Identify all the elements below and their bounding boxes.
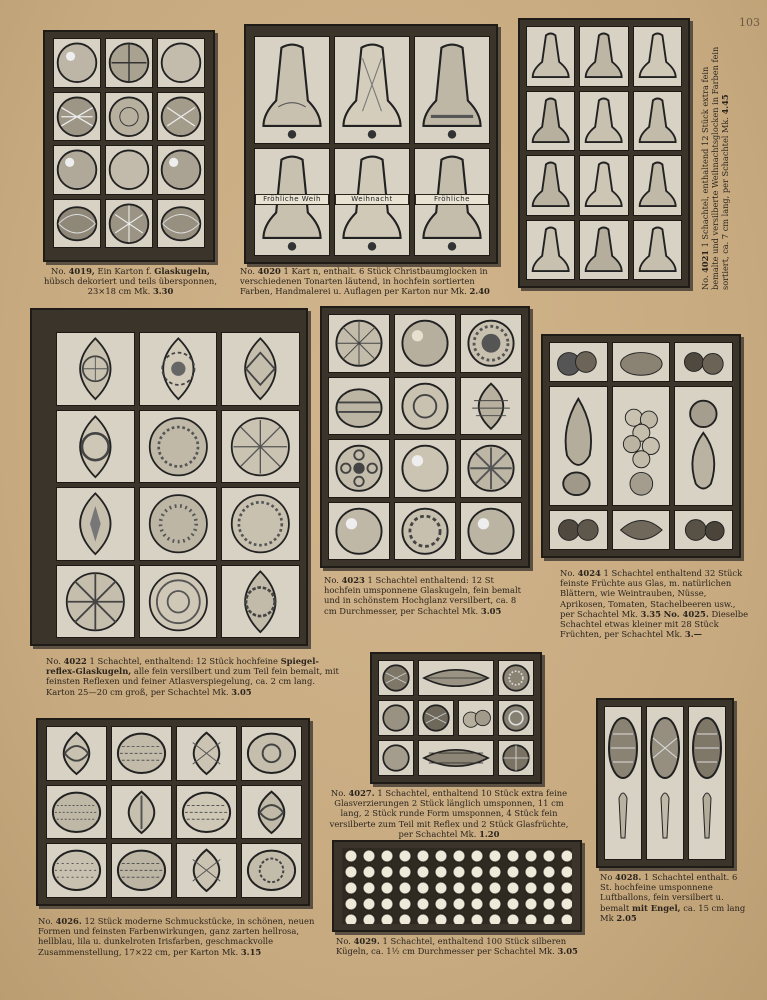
- silver-beads-pattern: [342, 848, 572, 924]
- product-4020-image: [244, 24, 498, 264]
- product-4021-caption: No. 4021 1 Schachtel, enthaltend 12 Stück extra fein bemalte und versilberte Weihnachtsglocken in Farben fein sortiert, ca. 7 cm lang, per Schachtel Mk. 4.45: [700, 46, 730, 290]
- product-4028-image: [596, 698, 734, 868]
- product-4024-caption: No. 4024 1 Schachtel enthaltend 32 Stück feinste Früchte aus Glas, m. natürlichen Blättern, wie Weintrauben, Nüsse, Aprikosen, Tomaten, Stachelbeeren usw., per Schachtel Mk. 3.35 No. 4025. Dieselbe Schachtel etwas kleiner mit 28 Stück Früchten, per Schachtel Mk. 3.—: [560, 568, 749, 640]
- product-4022-caption: No. 4022 1 Schachtel, enthaltend: 12 Stück hochfeine Spiegel-reflex-Glaskugeln, alle fein versilbert und zum Teil fein bemalt, mit feinsten Reflexen und feiner Atlasverspiegelung, ca. 2 cm lang. Karton 25—20 cm groß, per Schachtel Mk. 3.05: [46, 656, 339, 697]
- product-4027-caption: No. 4027. 1 Schachtel, enthaltend 10 Stück extra feine Glasverzierungen 2 Stück länglich umsponnen, 11 cm lang, 2 Stück runde Form umsponnen, 4 Stück fein versilberte zum Teil mit Reflex und 2 Stück Glasfrüchte, per Schachtel Mk. 1.20: [329, 788, 569, 839]
- bell-banner-1: Fröhliche Weih: [255, 194, 329, 205]
- bell-banner-3: Fröhliche: [415, 194, 489, 205]
- page-number: 103: [739, 16, 760, 29]
- product-4021-image: [518, 18, 690, 288]
- product-4019-image: [43, 30, 215, 262]
- product-4023-caption: No. 4023 1 Schachtel enthaltend: 12 St hochfein umsponnene Glaskugeln, fein bemalt und in schönstem Hochglanz versilbert, ca. 8 cm Durchmesser, per Schachtel Mk. 3.05: [324, 575, 522, 616]
- product-4022-image: [30, 308, 308, 646]
- product-4020-caption: No. 4020 1 Kart n, enthalt. 6 Stück Christbaumglocken in verschiedenen Tonarten läutend, in hochfein sortierten Farben, Handmalerei u. Auflagen per Karton nur Mk. 2.40: [240, 266, 490, 297]
- product-4028-caption: No 4028. 1 Schachtel enthalt. 6 St. hochfeine umsponnene Luftballons, fein versilbert u. bemalt mit Engel, ca. 15 cm lang Mk 2.05: [600, 872, 746, 923]
- product-4019-caption: No. 4019, Ein Karton f. Glaskugeln, hübsch dekoriert und teils übersponnen, 23×18 cm Mk. 3.30: [44, 266, 217, 297]
- product-4026-image: [36, 718, 310, 906]
- product-4024-image: [541, 334, 741, 558]
- product-4023-image: [320, 306, 530, 568]
- product-4027-image: [370, 652, 542, 784]
- product-4029-caption: No. 4029. 1 Schachtel, enthaltend 100 Stück silberen Kügeln, ca. 1½ cm Durchmesser per Schachtel Mk. 3.05: [336, 936, 578, 957]
- bell-banner-2: Weihnacht: [335, 194, 409, 205]
- product-4029-image: [332, 840, 582, 932]
- product-4026-caption: No. 4026. 12 Stück moderne Schmuckstücke, in schönen, neuen Formen und feinsten Farbenwirkungen, ganz zarten hellrosa, hellblau, lila u. dunkelroten Irisfarben, geschmackvolle Zusammenstellung, 17×22 cm, per Karton Mk. 3.15: [38, 916, 315, 957]
